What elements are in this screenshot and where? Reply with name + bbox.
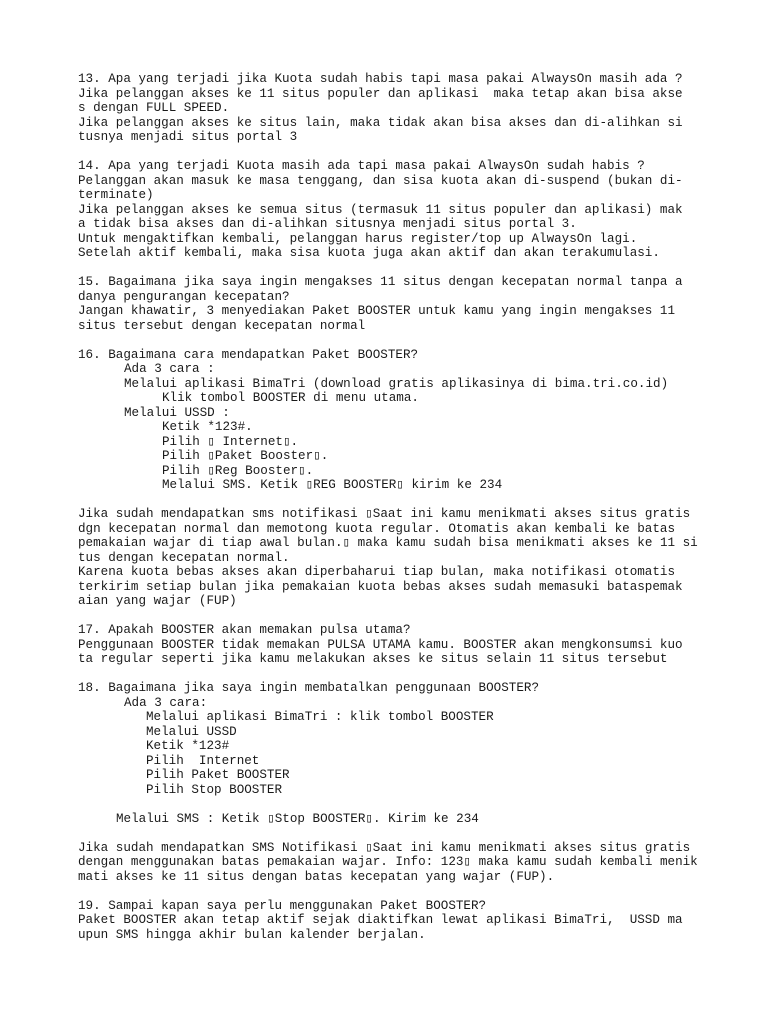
answer-line: Jika pelanggan akses ke situs lain, maka tidak akan bisa akses dan di-alihkan si bbox=[78, 115, 683, 130]
question-16: 16. Bagaimana cara mendapatkan Paket BOOSTER? bbox=[78, 347, 419, 362]
faq-item-18 bbox=[78, 681, 718, 797]
answer-line: Paket BOOSTER akan tetap aktif sejak diaktifkan lewat aplikasi BimaTri, USSD ma bbox=[78, 913, 683, 927]
cancel-sms-method: Melalui SMS : Ketik ▯Stop BOOSTER▯. Kirim ke 234 bbox=[116, 811, 479, 826]
ussd-step: Pilih ▯Paket Booster▯. bbox=[162, 449, 329, 463]
cancel-step: Melalui aplikasi BimaTri : klik tombol BOOSTER bbox=[146, 710, 494, 724]
answer-line: situs tersebut dengan kecepatan normal bbox=[78, 318, 366, 333]
method-count: Ada 3 cara : bbox=[124, 362, 215, 376]
method-app: Melalui aplikasi BimaTri (download gratis aplikasinya di bima.tri.co.id) bbox=[124, 376, 669, 391]
question-17: 17. Apakah BOOSTER akan memakan pulsa utama? bbox=[78, 623, 411, 637]
note-line: dgn kecepatan normal dan memotong kuota regular. Otomatis akan kembali ke batas bbox=[78, 521, 676, 536]
cancel-step: Pilih Paket BOOSTER bbox=[146, 768, 290, 782]
cancel-step: Pilih Stop BOOSTER bbox=[146, 782, 283, 797]
answer-line: ta regular seperti jika kamu melakukan akses ke situs selain 11 situs tersebut bbox=[78, 652, 668, 666]
answer-line: s dengan FULL SPEED. bbox=[78, 101, 230, 115]
faq-item-15 bbox=[78, 275, 718, 333]
question-line: danya pengurangan kecepatan? bbox=[78, 289, 290, 304]
question-15: 15. Bagaimana jika saya ingin mengakses 11 situs dengan kecepatan normal tanpa a bbox=[78, 275, 683, 289]
note-line: mati akses ke 11 situs dengan batas kecepatan yang wajar (FUP). bbox=[78, 869, 555, 884]
answer-line: tusnya menjadi situs portal 3 bbox=[78, 130, 298, 144]
question-19: 19. Sampai kapan saya perlu menggunakan Paket BOOSTER? bbox=[78, 898, 487, 913]
faq-item-16 bbox=[78, 348, 718, 493]
method-app-step: Klik tombol BOOSTER di menu utama. bbox=[162, 391, 419, 405]
note-line: terkirim setiap bulan jika pemakaian kuota bebas akses sudah memasuki bataspemak bbox=[78, 579, 683, 594]
note-line: tus dengan kecepatan normal. bbox=[78, 550, 290, 565]
answer-line: upun SMS hingga akhir bulan kalender berjalan. bbox=[78, 927, 426, 942]
faq-item-19 bbox=[78, 899, 718, 943]
method-count: Ada 3 cara: bbox=[124, 695, 208, 710]
faq-item-18-notes bbox=[78, 841, 718, 885]
answer-line: Penggunaan BOOSTER tidak memakan PULSA UTAMA kamu. BOOSTER akan mengkonsumsi kuo bbox=[78, 637, 683, 652]
question-18: 18. Bagaimana jika saya ingin membatalkan penggunaan BOOSTER? bbox=[78, 681, 540, 695]
note-line: pemakaian wajar di tiap awal bulan.▯ maka kamu sudah bisa menikmati akses ke 11 si bbox=[78, 536, 698, 550]
note-line: Jika sudah mendapatkan sms notifikasi ▯Saat ini kamu menikmati akses situs gratis bbox=[78, 507, 691, 521]
faq-item-17 bbox=[78, 623, 718, 667]
note-line: dengan menggunakan batas pemakaian wajar. Info: 123▯ maka kamu sudah kembali menik bbox=[78, 855, 698, 869]
answer-line: terminate) bbox=[78, 188, 154, 202]
ussd-step: Pilih ▯Reg Booster▯. bbox=[162, 463, 314, 478]
question-13: 13. Apa yang terjadi jika Kuota sudah habis tapi masa pakai AlwaysOn masih ada ? bbox=[78, 72, 683, 86]
note-line: Jika sudah mendapatkan SMS Notifikasi ▯Saat ini kamu menikmati akses situs gratis bbox=[78, 840, 691, 855]
faq-item-13 bbox=[78, 72, 718, 145]
ussd-step: Ketik *123#. bbox=[162, 420, 253, 434]
note-line: aian yang wajar (FUP) bbox=[78, 594, 237, 608]
answer-line: Jika pelanggan akses ke semua situs (termasuk 11 situs populer dan aplikasi) mak bbox=[78, 202, 683, 217]
cancel-step: Pilih Internet bbox=[146, 753, 260, 768]
answer-line: Jika pelanggan akses ke 11 situs populer dan aplikasi maka tetap akan bisa akse bbox=[78, 86, 683, 101]
question-14: 14. Apa yang terjadi Kuota masih ada tapi masa pakai AlwaysOn sudah habis ? bbox=[78, 159, 645, 173]
faq-document bbox=[78, 72, 718, 957]
answer-line: a tidak bisa akses dan di-alihkan situsnya menjadi situs portal 3. bbox=[78, 217, 577, 231]
answer-line: Setelah aktif kembali, maka sisa kuota juga akan aktif dan akan terakumulasi. bbox=[78, 246, 660, 260]
ussd-step: Pilih ▯ Internet▯. bbox=[162, 434, 299, 449]
cancel-step: Ketik *123# bbox=[146, 739, 230, 753]
answer-line: Pelanggan akan masuk ke masa tenggang, dan sisa kuota akan di-suspend (bukan di- bbox=[78, 173, 683, 188]
faq-item-18-sms bbox=[78, 812, 718, 827]
note-line: Karena kuota bebas akses akan diperbaharui tiap bulan, maka notifikasi otomatis bbox=[78, 565, 676, 579]
cancel-step: Melalui USSD bbox=[146, 724, 237, 739]
faq-item-14 bbox=[78, 159, 718, 261]
faq-item-16-notes bbox=[78, 507, 718, 609]
answer-line: Jangan khawatir, 3 menyediakan Paket BOOSTER untuk kamu yang ingin mengakses 11 bbox=[78, 304, 676, 318]
method-ussd: Melalui USSD : bbox=[124, 405, 230, 420]
answer-line: Untuk mengaktifkan kembali, pelanggan harus register/top up AlwaysOn lagi. bbox=[78, 231, 638, 246]
method-sms: Melalui SMS. Ketik ▯REG BOOSTER▯ kirim ke 234 bbox=[162, 478, 503, 492]
